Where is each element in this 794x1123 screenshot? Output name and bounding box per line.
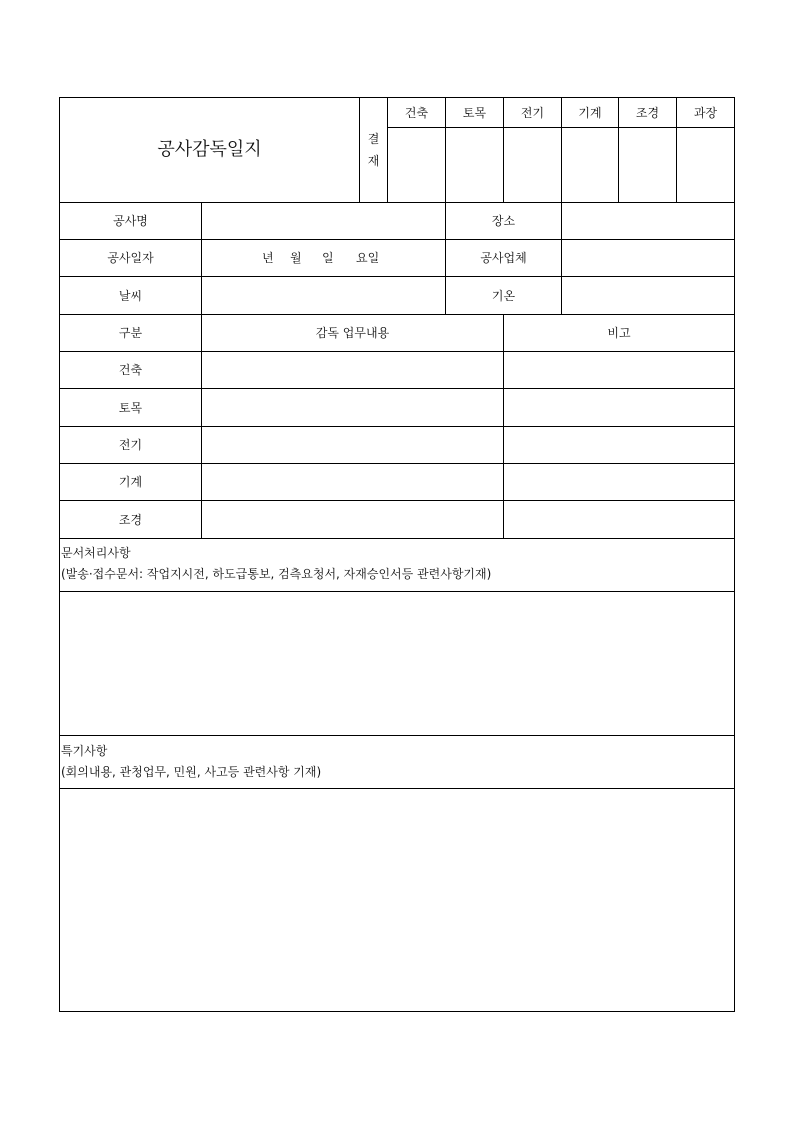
row-label-electrical: 전기 — [118, 438, 143, 452]
contractor-field[interactable] — [562, 240, 734, 276]
mechanical-remarks-field[interactable] — [504, 464, 734, 500]
approval-col-manager: 과장 — [693, 105, 718, 120]
approval-label-top: 결 — [367, 132, 380, 146]
approval-col-electrical: 전기 — [520, 105, 545, 120]
signature-box-architecture[interactable] — [388, 128, 445, 202]
date-day-unit: 일 — [322, 251, 334, 265]
electrical-remarks-field[interactable] — [504, 427, 734, 463]
contractor-label: 공사업체 — [480, 251, 527, 265]
special-notes-title: 특기사항 — [61, 744, 108, 758]
signature-box-manager[interactable] — [677, 128, 734, 202]
remarks-header: 비고 — [607, 326, 631, 340]
landscape-content-field[interactable] — [202, 501, 503, 538]
signature-box-electrical[interactable] — [504, 128, 561, 202]
documents-notes-area[interactable] — [60, 592, 734, 735]
category-header: 구분 — [118, 326, 143, 340]
work-content-header: 감독 업무내용 — [315, 326, 390, 340]
weather-field[interactable] — [202, 277, 445, 314]
approval-label — [360, 98, 387, 202]
work-date-label: 공사일자 — [107, 251, 154, 265]
temperature-field[interactable] — [562, 277, 734, 314]
signature-box-civil[interactable] — [446, 128, 503, 202]
date-month-unit: 월 — [290, 251, 302, 265]
divider — [59, 538, 735, 539]
date-year-unit: 년 — [262, 251, 274, 265]
approval-col-mechanical: 기계 — [578, 105, 602, 120]
row-label-mechanical: 기계 — [118, 475, 143, 489]
date-weekday-unit: 요일 — [356, 251, 380, 265]
location-field[interactable] — [562, 203, 734, 239]
special-notes-subtitle: (회의내용, 관청업무, 민원, 사고등 관련사항 기재) — [61, 765, 322, 779]
civil-content-field[interactable] — [202, 389, 503, 426]
civil-remarks-field[interactable] — [504, 389, 734, 426]
row-label-civil: 토목 — [118, 400, 143, 415]
mechanical-content-field[interactable] — [202, 464, 503, 500]
divider — [59, 735, 735, 736]
signature-box-landscape[interactable] — [619, 128, 676, 202]
location-label: 장소 — [491, 214, 516, 228]
signature-box-mechanical[interactable] — [562, 128, 618, 202]
row-label-landscape: 조경 — [118, 512, 143, 527]
electrical-content-field[interactable] — [202, 427, 503, 463]
architecture-remarks-field[interactable] — [504, 352, 734, 388]
project-name-label: 공사명 — [113, 214, 148, 228]
special-notes-area[interactable] — [60, 789, 734, 1011]
approval-col-architecture: 건축 — [404, 105, 429, 120]
architecture-content-field[interactable] — [202, 352, 503, 388]
page-title: 공사감독일지 — [157, 139, 262, 160]
temperature-label: 기온 — [491, 288, 516, 303]
landscape-remarks-field[interactable] — [504, 501, 734, 538]
approval-label-bottom: 재 — [367, 154, 380, 168]
work-date-field[interactable] — [202, 240, 445, 276]
weather-label: 날씨 — [118, 288, 143, 303]
documents-subtitle: (발송·접수문서: 작업지시전, 하도급통보, 검측요청서, 자재승인서등 관련사항기재) — [61, 567, 492, 581]
project-name-field[interactable] — [202, 203, 445, 239]
row-label-architecture: 건축 — [118, 363, 143, 377]
approval-col-landscape: 조경 — [635, 105, 660, 120]
documents-title: 문서처리사항 — [61, 546, 131, 560]
approval-col-civil: 토목 — [462, 105, 487, 120]
